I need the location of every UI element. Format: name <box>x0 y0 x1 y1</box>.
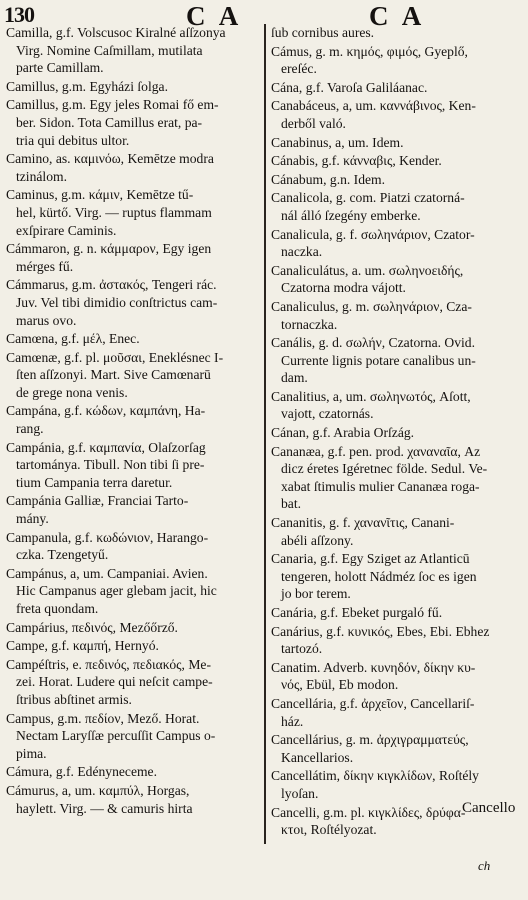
entry-continuation-line: parte Camillam. <box>16 60 104 76</box>
dictionary-entry <box>6 529 260 564</box>
entry-headword-line: Canális, g. d. σωλήν, Czatorna. Ovid. <box>271 335 476 351</box>
entry-continuation-line: czka. Tzengetyű. <box>16 547 109 563</box>
dictionary-entry <box>271 226 525 261</box>
dictionary-entry <box>6 276 260 329</box>
entry-continuation-line: hel, kürtő. Virg. — ruptus flammam <box>16 204 212 220</box>
entry-headword-line: Canaria, g.f. Egy Sziget az Atlanticū <box>271 551 470 567</box>
dictionary-entry <box>6 186 260 239</box>
entry-continuation-line: ber. Sidon. Tota Camillus erat, pa- <box>16 114 203 130</box>
catchword: Cancello <box>462 800 516 816</box>
dictionary-entry <box>6 96 260 149</box>
entry-headword-line: Canabinus, a, um. Idem. <box>271 134 404 150</box>
entry-continuation-line: bat. <box>281 496 302 512</box>
dictionary-entry <box>6 656 260 709</box>
dictionary-entry <box>271 134 525 152</box>
entry-headword-line: Canalicola, g. com. Piatzi czatorná- <box>271 190 465 206</box>
dictionary-entry <box>6 150 260 185</box>
entry-continuation-line: Nectam Laryſſæ percuſſit Campus o- <box>16 728 216 744</box>
entry-headword-line: Canárius, g.f. κυνικός, Ebes, Ebi. Ebhez <box>271 623 490 639</box>
entry-continuation-line: mány. <box>16 511 49 527</box>
entry-headword-line: Cancelli, g.m. pl. κιγκλίδες, δρύφα- <box>271 804 466 820</box>
dictionary-entry <box>271 695 525 730</box>
entry-headword-line: Cámus, g. m. κημός, φιμός, Gyeplő, <box>271 43 468 59</box>
entry-continuation-line: naczka. <box>281 244 323 260</box>
entry-continuation-line: tium Campania terra daretur. <box>16 474 173 490</box>
entry-continuation-line: pima. <box>16 745 47 761</box>
entry-continuation-line: dicz éretes Igéretnec földe. Sedul. Ve- <box>281 461 488 477</box>
dictionary-entry <box>271 43 525 78</box>
entry-continuation-line: tzinálom. <box>16 168 67 184</box>
entry-headword-line: Campe, g.f. καμπή, Hernyó. <box>6 638 159 654</box>
entry-continuation-line: marus ovo. <box>16 312 77 328</box>
entry-headword-line: Cananæa, g.f. pen. prod. χαναναῖα, Az <box>271 443 481 459</box>
entry-continuation-line: Hic Campanus ager glebam jacit, hic <box>16 583 217 599</box>
entry-headword-line: Cananitis, g. f. χανανῖτις, Canani- <box>271 515 455 531</box>
entry-headword-line: Canabáceus, a, um. καννάβινος, Ken- <box>271 98 476 114</box>
dictionary-entry <box>271 604 525 622</box>
entry-headword-line: Campánus, a, um. Campaniai. Avien. <box>6 565 208 581</box>
entry-continuation-line: vajott, czatornás. <box>281 406 374 422</box>
entry-continuation-line: Kancellarios. <box>281 749 354 765</box>
entry-continuation-line: ház. <box>281 713 304 729</box>
dictionary-entry <box>6 782 260 817</box>
entry-headword-line: Camilla, g.f. Volscusoc Kiralné aſſzonya <box>6 25 226 40</box>
dictionary-entry <box>271 152 525 170</box>
entry-continuation-line: tartozó. <box>281 641 323 657</box>
entry-continuation-line: tartománya. Tibull. Non tibi ſi pre- <box>16 457 205 473</box>
entry-continuation-line: de grege nona venis. <box>16 384 128 400</box>
signature-mark: ch <box>478 858 491 873</box>
entry-continuation-line: haylett. Virg. — & camuris hirta <box>16 800 193 816</box>
right-column <box>271 24 525 840</box>
entry-continuation-line: lyoſan. <box>281 785 319 801</box>
entry-continuation-line: zei. Horat. Ludere qui neſcit campe- <box>16 674 213 690</box>
entry-continuation-line: κτοι, Roſtélyozat. <box>281 822 377 838</box>
entry-headword-line: Cána, g.f. Varoſa Galiláanac. <box>271 79 428 95</box>
entry-continuation-line: freta quondam. <box>16 601 99 616</box>
dictionary-entry <box>271 550 525 603</box>
dictionary-entry <box>6 349 260 402</box>
entry-headword-line: Cancellárius, g. m. ἀρχιγραμματεύς, <box>271 732 469 748</box>
dictionary-entry <box>271 334 525 387</box>
entry-headword-line: Cámmarus, g.m. ἀστακός, Tengeri rác. <box>6 277 217 293</box>
dictionary-entry <box>6 492 260 527</box>
dictionary-entry <box>271 424 525 442</box>
dictionary-entry <box>6 763 260 781</box>
entry-continuation-line: Currente lignis potare canalibus un- <box>281 352 476 368</box>
entry-continuation-line: νός, Ebül, Eb modon. <box>281 677 399 693</box>
entry-headword-line: Cámura, g.f. Edényneceme. <box>6 764 157 780</box>
entry-continuation-line: xabat ſtimulis mulier Cananæa roga- <box>281 478 480 494</box>
entry-continuation-line: jo bor terem. <box>281 586 351 602</box>
dictionary-entry <box>271 623 525 658</box>
entry-continuation-line: mérges fű. <box>16 258 74 274</box>
entry-headword-line: Canária, g.f. Ebeket purgaló fű. <box>271 605 443 620</box>
entry-headword-line: Canatim. Adverb. κυνηδόν, δίκην κυ- <box>271 659 476 675</box>
dictionary-entry <box>271 443 525 513</box>
dictionary-entry <box>271 24 525 42</box>
entry-headword-line: Camillus, g.m. Egyházi ſolga. <box>6 78 168 94</box>
entry-continuation-line: exſpirare Caminis. <box>16 222 117 238</box>
dictionary-entry <box>6 565 260 618</box>
dictionary-entry <box>6 439 260 492</box>
entry-headword-line: Caminus, g.m. κάμιν, Kemētze tű- <box>6 187 194 203</box>
entry-continuation-line: Czatorna modra vájott. <box>281 280 406 296</box>
dictionary-entry <box>6 24 260 77</box>
entry-continuation-line: abéli aſſzony. <box>281 532 354 548</box>
dictionary-entry <box>6 330 260 348</box>
entry-headword-line: Canaliculus, g. m. σωληνάριον, Cza- <box>271 298 472 314</box>
page-number: 130 <box>4 2 34 27</box>
entry-continuation-line: tornaczka. <box>281 316 338 332</box>
entry-headword-line: Canalicula, g. f. σωληνάριον, Czator- <box>271 226 475 242</box>
dictionary-entry <box>6 619 260 637</box>
dictionary-entry <box>6 78 260 96</box>
entry-headword-line: Cámmaron, g. n. κάμμαρον, Egy igen <box>6 241 212 257</box>
entry-continuation-line: rang. <box>16 421 44 437</box>
dictionary-entry <box>271 514 525 549</box>
entry-headword-line: Campéſtris, e. πεδινός, πεδιακός, Me- <box>6 656 211 672</box>
entry-headword-line: Camœnæ, g.f. pl. μοῦσαι, Eneklésnec I- <box>6 349 224 365</box>
entry-headword-line: Campanula, g.f. κωδώνιον, Harango- <box>6 529 209 545</box>
entry-continuation-line: Virg. Nomine Caſmillam, mutilata <box>16 42 203 58</box>
dictionary-entry <box>271 79 525 97</box>
entry-continuation-line: derből való. <box>281 115 346 131</box>
entry-headword-line: Camino, as. καμινόω, Kemētze modra <box>6 151 214 167</box>
entry-continuation-line: ereſéc. <box>281 61 317 77</box>
entry-headword-line: Cámurus, a, um. καμπύλ, Horgas, <box>6 782 190 798</box>
entry-headword-line: Cánabis, g.f. κάνναβις, Kender. <box>271 153 442 169</box>
dictionary-entry <box>271 731 525 766</box>
entry-continuation-line: tria qui debitus ultor. <box>16 132 130 148</box>
entry-headword-line: Campána, g.f. κώδων, καμπάνη, Ha- <box>6 403 206 419</box>
entry-headword-line: Camœna, g.f. μέλ, Enec. <box>6 331 140 347</box>
dictionary-entry <box>6 637 260 655</box>
left-column <box>6 24 260 818</box>
entry-continuation-line: ſten aſſzonyi. Mart. Sive Camœnarū <box>16 367 211 383</box>
dictionary-entry <box>271 171 525 189</box>
dictionary-entry <box>271 298 525 333</box>
entry-continuation-line: Juv. Vel tibi dimidio conſtrictus cam- <box>16 294 218 310</box>
entry-headword-line: Camillus, g.m. Egy jeles Romai fő em- <box>6 97 219 113</box>
entry-continuation-line: dam. <box>281 370 308 386</box>
dictionary-entry <box>271 262 525 297</box>
entry-headword-line: Cancellária, g.f. ἀρχεῖον, Cancellariſ- <box>271 695 475 711</box>
entry-headword-line: Canalitius, a, um. σωληνωτός, Aſott, <box>271 388 471 404</box>
entry-continuation-line: nál álló ſzegény emberke. <box>281 207 421 223</box>
running-header-right: C A <box>369 1 426 31</box>
entry-headword-line: Campus, g.m. πεδίον, Mező. Horat. <box>6 710 200 726</box>
dictionary-entry <box>271 189 525 224</box>
entry-headword-line: ſub cornibus aures. <box>271 25 375 40</box>
entry-headword-line: Campánia, g.f. καμπανία, Olaſzorſag <box>6 439 206 455</box>
dictionary-entry <box>271 767 525 802</box>
entry-headword-line: Campárius, πεδινός, Mezőőrző. <box>6 619 178 635</box>
dictionary-entry <box>271 388 525 423</box>
dictionary-entry <box>6 240 260 275</box>
running-header-left: C A <box>186 1 243 31</box>
dictionary-entry <box>271 659 525 694</box>
entry-continuation-line: ſtribus abſtinet armis. <box>16 691 132 707</box>
column-divider <box>264 24 266 844</box>
entry-headword-line: Cancellátim, δίκην κιγκλίδων, Roſtély <box>271 768 479 784</box>
dictionary-entry <box>6 402 260 437</box>
dictionary-entry <box>6 710 260 763</box>
entry-headword-line: Cánabum, g.n. Idem. <box>271 171 386 187</box>
entry-headword-line: Canaliculátus, a. um. σωληνοειδής, <box>271 262 464 278</box>
entry-continuation-line: tengeren, holott Nádméz ſoc es igen <box>281 568 477 584</box>
entry-headword-line: Cánan, g.f. Arabia Orſzág. <box>271 425 415 441</box>
dictionary-entry <box>271 97 525 132</box>
entry-headword-line: Campánia Galliæ, Franciai Tarto- <box>6 493 189 509</box>
